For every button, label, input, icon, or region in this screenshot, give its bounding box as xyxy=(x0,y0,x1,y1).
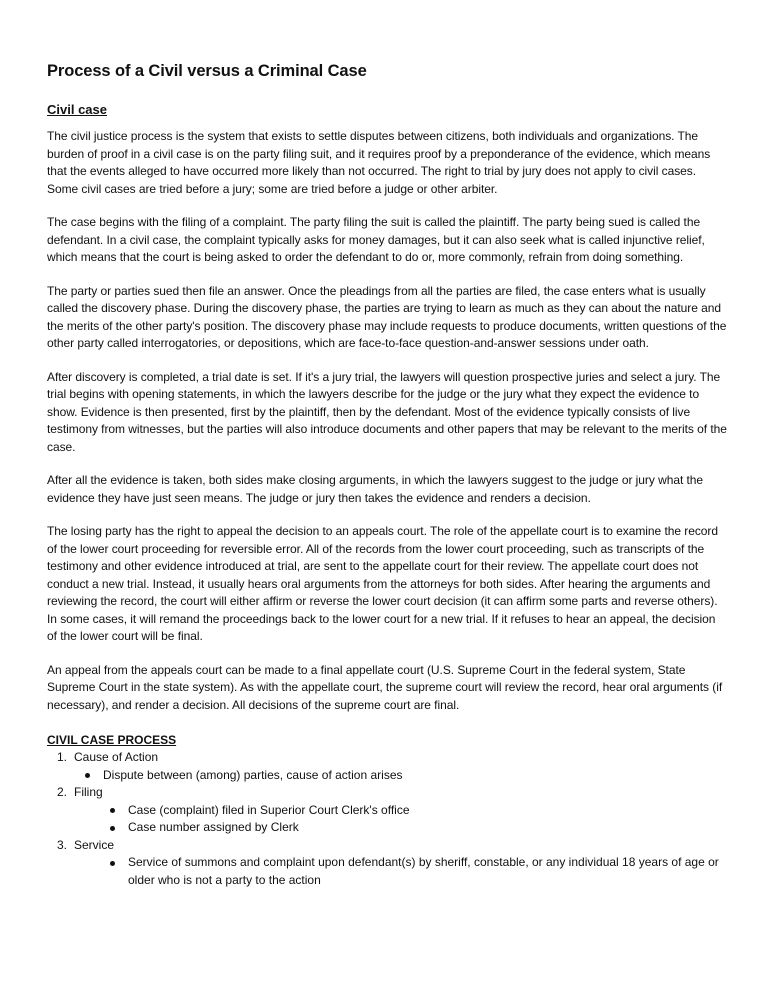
bullet-icon xyxy=(108,854,128,889)
paragraph: The party or parties sued then file an answer. Once the pleadings from all the parties are filed, the case enters what is usually called the discovery phase. During the discovery phase, the parties are trying to learn as much as they can about the nature and the merits of the other party's position. The discovery phase may include requests to produce documents, written questions of the other party called interrogatories, or depositions, which are face-to-face question-and-answer sessions under oath. xyxy=(47,283,727,350)
process-step xyxy=(47,749,727,784)
paragraph: An appeal from the appeals court can be made to a final appellate court (U.S. Supreme Court in the federal system, State Supreme Court in the state system). As with the appellate court, the supreme court will review the record, hear oral arguments (if necessary), and render a decision. All decisions of the supreme court are final. xyxy=(47,662,723,712)
paragraph: The case begins with the filing of a complaint. The party filing the suit is called the plaintiff. The party being sued is called the defendant. In a civil case, the complaint typically asks for money damages, but it can also seek what is called injunctive relief, which means that the court is being asked to order the defendant to do or, more commonly, refrain from doing something. xyxy=(47,215,705,264)
process-steps-list xyxy=(47,749,727,889)
step-number: 3. xyxy=(56,837,67,852)
body-paragraphs xyxy=(47,128,727,714)
process-heading: CIVIL CASE PROCESS xyxy=(47,733,177,747)
document-content xyxy=(47,60,727,889)
list-item: Case number assigned by Clerk xyxy=(47,819,727,837)
paragraph: After all the evidence is taken, both sides make closing arguments, in which the lawyers suggest to the judge or jury what the evidence they have just seen means. The judge or jury then takes the evidence and renders a decision. xyxy=(47,473,704,505)
process-step xyxy=(47,837,727,890)
paragraph: After discovery is completed, a trial date is set. If it's a jury trial, the lawyers will question prospective juries and select a jury. The trial begins with opening statements, in which the lawyers describe for the judge or the jury what they expect the evidence to show. Evidence is then presented, first by the plaintiff, then by the defendant. Most of the evidence typically consists of live testimony from witnesses, but the parties will also introduce documents and other papers that may be relevant to the merits of the case. xyxy=(47,369,727,454)
step-number: 2. xyxy=(56,785,67,799)
step-number: 1. xyxy=(56,750,67,764)
step-label: Cause of Action xyxy=(74,750,159,764)
step-bullets xyxy=(47,802,727,837)
paragraph: The losing party has the right to appeal the decision to an appeals court. The role of the appellate court is to examine the record of the lower court proceeding for reversible error. All of the records from the lower court proceeding, such as transcripts of the testimony and other evidence introduced at trial, are sent to the appellate court for their review. The appellate court does not conduct a new trial. Instead, it usually hears oral arguments from the attorneys for both sides. After hearing the arguments and reviewing the record, the court will either affirm or reverse the lower court decision (it can affirm some parts and reverse others). In some cases, it will remand the proceedings back to the lower court for a new trial. If it refuses to hear an appeal, the decision of the lower court will be final. xyxy=(47,524,718,643)
list-item: Dispute between (among) parties, cause of action arises xyxy=(47,767,727,785)
step-label: Service xyxy=(74,837,115,852)
step-label: Filing xyxy=(74,785,103,799)
list-item: Case (complaint) filed in Superior Court Clerk's office xyxy=(47,802,727,820)
list-item: Service of summons and complaint upon defendant(s) by sheriff, constable, or any individual 18 years of age or older who is not a party to the action xyxy=(47,854,727,889)
bullet-icon xyxy=(108,802,128,820)
bullet-icon xyxy=(108,819,128,837)
section-heading-civil-case: Civil case xyxy=(47,102,107,117)
bullet-icon xyxy=(83,767,103,785)
paragraph: The civil justice process is the system that exists to settle disputes between citizens, both individuals and organizations. The burden of proof in a civil case is on the party filing suit, and it requires proof by a preponderance of the evidence, which means that the events alleged to have occurred more likely than not occurred. The right to trial by jury does not apply to civil cases. Some civil cases are tried before a jury; some are tried before a judge or other arbiter. xyxy=(47,129,711,196)
process-step xyxy=(47,784,727,837)
step-bullets xyxy=(47,854,727,889)
document-title: Process of a Civil versus a Criminal Case xyxy=(47,62,367,80)
step-bullets xyxy=(47,767,727,785)
